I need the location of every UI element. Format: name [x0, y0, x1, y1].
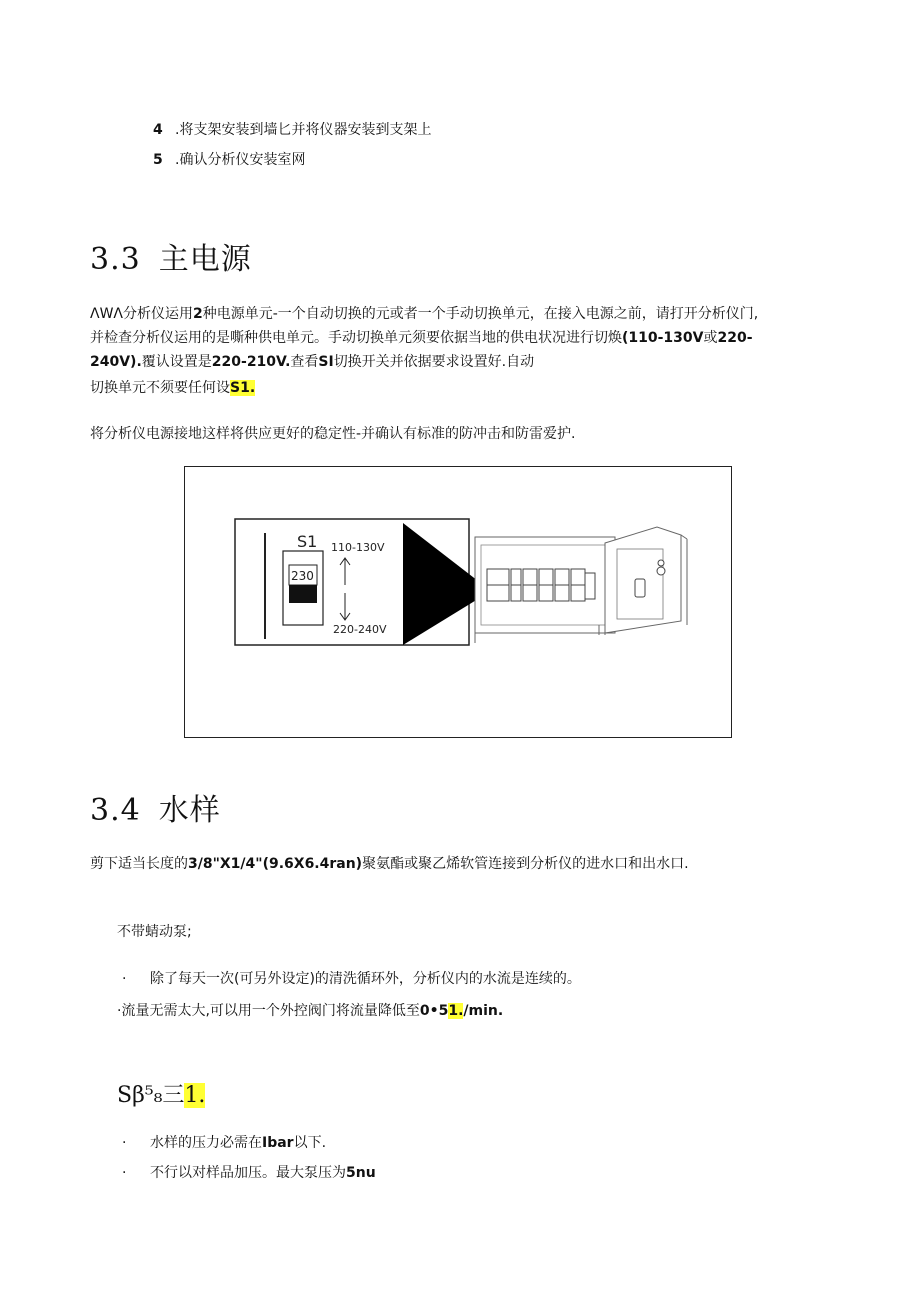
terminal-block	[539, 585, 553, 601]
step-4	[153, 119, 431, 139]
section-heading-3-4	[90, 785, 221, 829]
terminal-block	[523, 569, 537, 585]
bullet-no-pressurize	[122, 1162, 376, 1182]
terminal-block	[571, 569, 585, 585]
text-run: 聚氨酯或聚乙烯软管连接到分析仪的进水口和出水口.	[362, 856, 689, 872]
range-bottom-label: 220-240V	[333, 623, 387, 636]
power-switch-diagram	[185, 467, 731, 737]
text-run: 查看	[290, 354, 319, 370]
door-knob	[658, 560, 664, 566]
switch-label: S1	[297, 532, 318, 551]
text-run: 2	[193, 306, 203, 322]
terminal-block	[511, 585, 521, 601]
text-run: 覆认设置是	[141, 354, 212, 370]
text-run: 220-210V.	[211, 354, 291, 370]
subheading	[117, 1078, 205, 1109]
text-run: 或	[703, 330, 718, 346]
switch-toggle	[289, 585, 317, 603]
door-edge	[681, 535, 687, 539]
text-run: 240V).	[90, 354, 142, 370]
text-run: 种电源单元-一个自动切换的元或者一个手动切换单元，在接入电源之前，请打开分析仪门,	[202, 306, 759, 322]
terminal-block	[523, 585, 537, 601]
section-number: 3.3	[90, 242, 141, 277]
bullet-marker: ·	[122, 1135, 127, 1151]
bullet-marker: ·	[122, 971, 127, 987]
power-paragraph-line-2	[90, 326, 753, 350]
step-number: 4	[153, 122, 163, 138]
step-number: 5	[153, 152, 163, 168]
terminal-block	[555, 585, 569, 601]
text-run: 切换开关并依据要求设置好.自动	[333, 354, 535, 370]
step-text: .确认分析仪安装室网	[175, 152, 306, 168]
text-run: Ibar	[262, 1135, 294, 1151]
section-number: 3.4	[90, 793, 141, 828]
text-run: 3/8"X1/4"(9.6X6.4ran)	[188, 856, 363, 872]
text-run: 水样的压力必需在	[150, 1135, 262, 1151]
tubing-paragraph	[90, 852, 689, 876]
text-run: ·流量无需太大,可以用一个外控阀门将流量降低至	[117, 1003, 420, 1019]
power-paragraph-line-3	[90, 350, 534, 374]
text-run: 切换单元不须要任何设	[90, 380, 230, 396]
bullet-flow-rate	[117, 1000, 503, 1020]
section-title: 主电源	[158, 242, 252, 277]
switch-value: 230	[291, 569, 314, 583]
text-run: ΛWΛ分析仪运用	[90, 306, 193, 322]
text-run: 以下.	[293, 1135, 327, 1151]
grounding-paragraph: 将分析仪电源接地这样将供应更好的稳定性-并确认有标准的防冲击和防雷爱护.	[90, 426, 576, 442]
no-pump-label: 不带蜻动泵;	[117, 924, 192, 940]
bullet-marker: ·	[122, 1165, 127, 1181]
terminal-block	[539, 569, 553, 585]
section-heading-3-3	[90, 234, 252, 278]
bullet-continuous-flow	[122, 968, 581, 988]
range-top-label: 110-130V	[331, 541, 385, 554]
bullet-pressure-limit	[122, 1132, 326, 1152]
text-run: 并检查分析仪运用的是嘶种供电单元。手动切换单元须要依据当地的供电状况进行切焕	[90, 330, 622, 346]
text-run: Sβ⁵₈三	[117, 1083, 185, 1108]
text-run: (110-130V	[622, 330, 704, 346]
power-paragraph-line-4	[90, 376, 255, 400]
text-run: /min.	[463, 1003, 504, 1019]
terminal-block	[585, 573, 595, 599]
terminal-block	[571, 585, 585, 601]
power-paragraph-line-1	[90, 302, 758, 326]
power-switch-figure	[184, 466, 732, 738]
terminal-block	[555, 569, 569, 585]
terminal-block	[487, 585, 509, 601]
highlighted-text: 1.	[448, 1003, 464, 1019]
text-run: 剪下适当长度的	[90, 856, 188, 872]
terminal-block	[487, 569, 509, 585]
bullet-text: 除了每天一次(可另外设定)的清洗循环外，分析仪内的水流是连续的。	[150, 971, 581, 987]
step-text: .将支架安装到墙匕并将仪器安装到支架上	[175, 122, 432, 138]
text-run: SI	[318, 354, 334, 370]
door-knob	[657, 567, 665, 575]
text-run: 0•5	[419, 1003, 449, 1019]
text-run: 220-	[717, 330, 753, 346]
door-handle	[635, 579, 645, 597]
text-run: 不行以对样品加压。最大泵压为	[150, 1165, 346, 1181]
text-run: 5nu	[346, 1165, 376, 1181]
section-title: 水样	[158, 793, 221, 828]
step-5	[153, 149, 305, 169]
highlighted-text: S1.	[230, 380, 256, 396]
terminal-block	[511, 569, 521, 585]
highlighted-text: 1.	[184, 1083, 206, 1108]
